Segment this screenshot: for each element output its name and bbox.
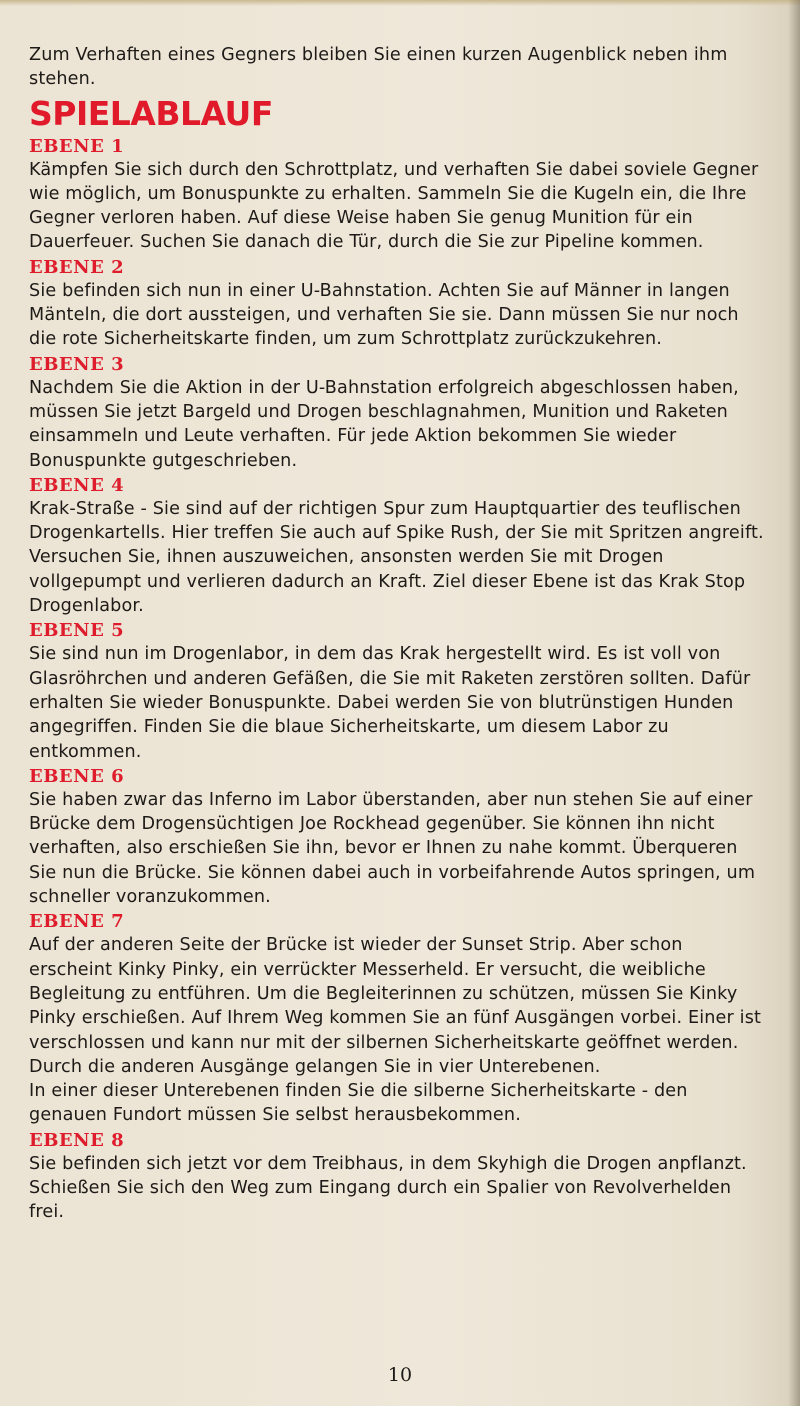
- level-8-heading: EBENE 8: [29, 1129, 125, 1151]
- level-6-text: Sie haben zwar das Inferno im Labor überstanden, aber nun stehen Sie auf einer Brücke dem Drogensüchtigen Joe Rockhead gegenüber. Sie können ihn nicht verhaften, also erschießen Sie ihn, bevor er Ihnen zu nahe kommt. Überqueren Sie nun die Brücke. Sie können dabei auch in vorbeifahrende Autos springen, um schneller voranzukommen.: [29, 789, 756, 908]
- level-5-heading: EBENE 5: [29, 620, 125, 642]
- level-3-heading: EBENE 3: [29, 353, 125, 375]
- level-5-text: Sie sind nun im Drogenlabor, in dem das Krak hergestellt wird. Es ist voll von Glasröhrchen und anderen Gefäßen, die Sie mit Raketen zerstören sollten. Dafür erhalten Sie wieder Bonuspunkte. Dabei werden Sie von blutrünstigen Hunden angegriffen. Finden Sie die blaue Sicherheitskarte, um diesem Labor zu entkommen.: [29, 644, 751, 762]
- page-number: 10: [387, 1364, 413, 1386]
- page-text-column: [29, 43, 769, 1225]
- level-6-heading: EBENE 6: [29, 765, 125, 787]
- level-1-text: Kämpfen Sie sich durch den Schrottplatz, und verhaften Sie dabei soviele Gegner wie möglich, um Bonuspunkte zu erhalten. Sammeln Sie die Kugeln ein, die Ihre Gegner verloren haben. Auf diese Weise haben Sie genug Munition für ein Dauerfeuer. Suchen Sie danach die Tür, durch die Sie zur Pipeline kommen.: [29, 159, 759, 253]
- page-top-edge: [0, 0, 800, 6]
- level-7-text: Auf der anderen Seite der Brücke ist wieder der Sunset Strip. Aber schon erscheint Kinky Pinky, ein verrückter Messerheld. Er versucht, die weibliche Begleitung zu entführen. Um die Begleiterinnen zu schützen, müssen Sie Kinky Pinky erschießen. Auf Ihrem Weg kommen Sie an fünf Ausgängen vorbei. Einer ist verschlossen und kann nur mit der silbernen Sicherheitskarte geöffnet werden. Durch die anderen Ausgänge gelangen Sie in vier Unterebenen.: [29, 935, 762, 1077]
- level-3-text: Nachdem Sie die Aktion in der U-Bahnstation erfolgreich abgeschlossen haben, müssen Sie jetzt Bargeld und Drogen beschlagnahmen, Munition und Raketen einsammeln und Leute verhaften. Für jede Aktion bekommen Sie wieder Bonuspunkte gutgeschrieben.: [29, 377, 739, 471]
- level-2-heading: EBENE 2: [29, 256, 125, 278]
- level-1-heading: EBENE 1: [29, 135, 125, 157]
- level-4-text: Krak-Straße - Sie sind auf der richtigen Spur zum Hauptquartier des teuflischen Drogenkartells. Hier treffen Sie auch auf Spike Rush, der Sie mit Spritzen angreift. Versuchen Sie, ihnen auszuweichen, ansonsten werden Sie mit Drogen vollgepumpt und verlieren dadurch an Kraft. Ziel dieser Ebene ist das Krak Stop Drogenlabor.: [29, 498, 764, 617]
- page-title: SPIELABLAUF: [29, 93, 273, 133]
- intro-paragraph: Zum Verhaften eines Gegners bleiben Sie einen kurzen Augenblick neben ihm stehen.: [29, 45, 728, 90]
- level-4-heading: EBENE 4: [29, 474, 125, 496]
- level-7-text-continued: In einer dieser Unterebenen finden Sie die silberne Sicherheitskarte - den genauen Fundort müssen Sie selbst herausbekommen.: [29, 1081, 688, 1126]
- level-7-heading: EBENE 7: [29, 911, 125, 933]
- level-8-text: Sie befinden sich jetzt vor dem Treibhaus, in dem Skyhigh die Drogen anpflanzt. Schießen Sie sich den Weg zum Eingang durch ein Spalier von Revolverhelden frei.: [29, 1153, 747, 1223]
- level-2-text: Sie befinden sich nun in einer U-Bahnstation. Achten Sie auf Männer in langen Mänteln, die dort aussteigen, und verhaften Sie sie. Dann müssen Sie nur noch die rote Sicherheitskarte finden, um zum Schrottplatz zurückzukehren.: [29, 280, 739, 350]
